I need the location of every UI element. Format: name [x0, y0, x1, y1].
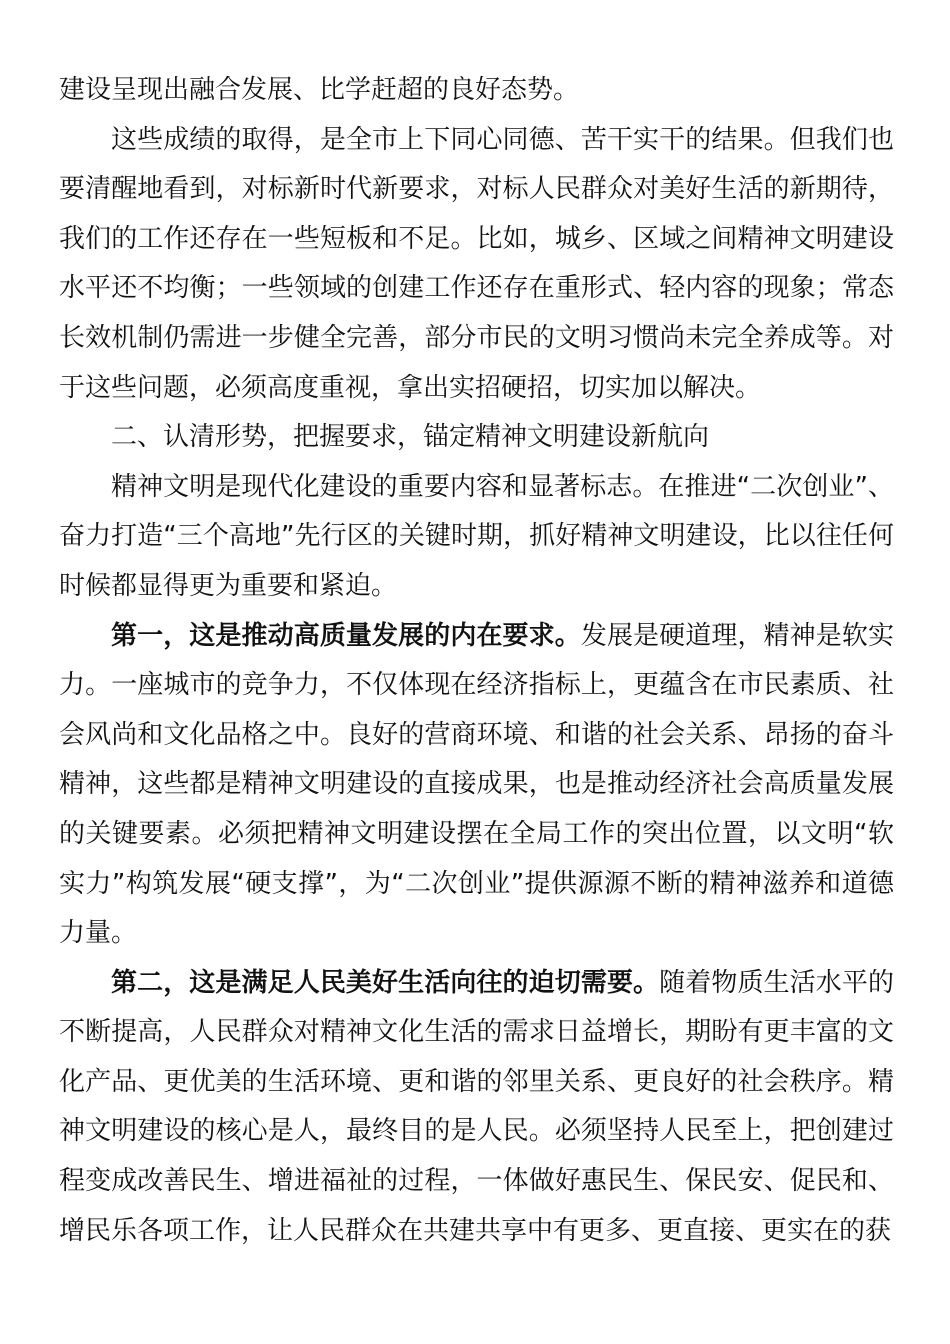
- paragraph-text: 随着物质生活水平的不断提高，人民群众对精神文化生活的需求日益增长，期盼有更丰富的文化产品、更优美的生活环境、更和谐的邻里关系、更良好的社会秩序。精神文明建设的核心是人，最终目的是人民。必须坚持人民至上，把创建过程变成改善民生、增进福祉的过程，一体做好惠民生、保民安、促民和、增民乐各项工作，让人民群众在共建共享中有更多、更直接、更实在的获: [59, 967, 894, 1246]
- paragraph-lead-text: 第二，这是满足人民美好生活向往的迫切需要。: [111, 967, 660, 998]
- paragraph-text: 精神文明是现代化建设的重要内容和显著标志。在推进“二次创业”、奋力打造“三个高地”先行区的关键时期，抓好精神文明建设，比以往任何时候都显得更为重要和紧迫。: [59, 471, 894, 601]
- section-heading: [59, 413, 894, 463]
- paragraph-text: 这些成绩的取得，是全市上下同心同德、苦干实干的结果。但我们也要清醒地看到，对标新时代新要求，对标人民群众对美好生活的新期待，我们的工作还存在一些短板和不足。比如，城乡、区域之间精神文明建设水平还不均衡；一些领域的创建工作还存在重形式、轻内容的现象；常态长效机制仍需进一步健全完善，部分市民的文明习惯尚未完全养成等。对于这些问题，必须高度重视，拿出实招硬招，切实加以解决。: [59, 124, 894, 403]
- section-heading-text: 二、认清形势，把握要求，锚定精神文明建设新航向: [111, 422, 710, 453]
- paragraph-text: 发展是硬道理，精神是软实力。一座城市的竞争力，不仅体现在经济指标上，更蕴含在市民素质、社会风尚和文化品格之中。良好的营商环境、和谐的社会关系、昂扬的奋斗精神，这些都是精神文明建设的直接成果，也是推动经济社会高质量发展的关键要素。必须把精神文明建设摆在全局工作的突出位置，以文明“软实力”构筑发展“硬支撑”，为“二次创业”提供源源不断的精神滋养和道德力量。: [59, 620, 894, 949]
- document-body: [59, 66, 894, 1256]
- paragraph-first-point: [59, 612, 894, 959]
- paragraph-situation: [59, 463, 894, 612]
- paragraph-continuation: [59, 66, 894, 116]
- paragraph-lead-text: 第一，这是推动高质量发展的内在要求。: [111, 620, 581, 651]
- paragraph-second-point: [59, 959, 894, 1257]
- paragraph-achievements-shortcomings: [59, 116, 894, 414]
- paragraph-text: 建设呈现出融合发展、比学赶超的良好态势。: [59, 75, 580, 105]
